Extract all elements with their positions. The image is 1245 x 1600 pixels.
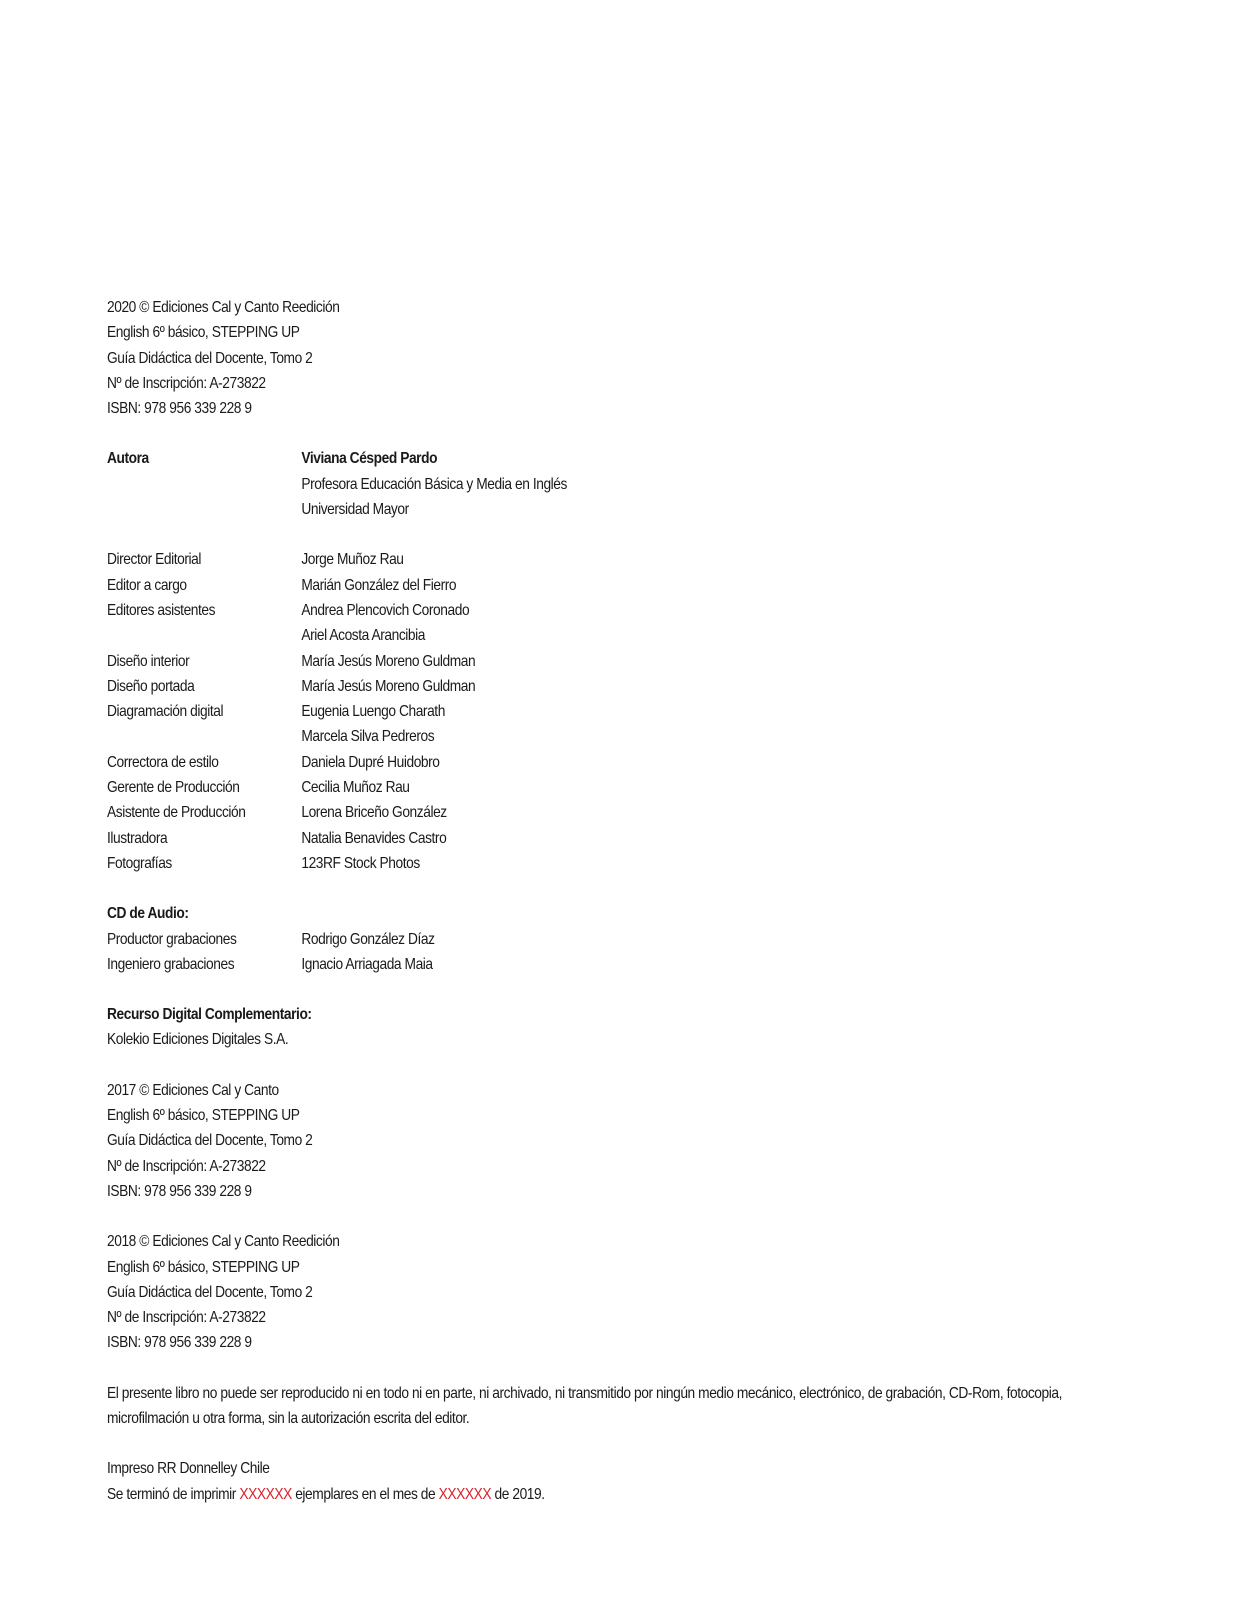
audio-section bbox=[107, 901, 1001, 977]
edition-2020-line: ISBN: 978 956 339 228 9 bbox=[107, 400, 252, 418]
credit-name: Ignacio Arriagada Maia bbox=[301, 955, 433, 973]
credit-row bbox=[107, 750, 1001, 775]
credit-role: Diseño portada bbox=[107, 677, 195, 695]
credits-list bbox=[107, 547, 1001, 876]
edition-2018-line: Guía Didáctica del Docente, Tomo 2 bbox=[107, 1283, 313, 1301]
credit-row bbox=[107, 547, 1001, 572]
credit-name: María Jesús Moreno Guldman bbox=[301, 652, 476, 670]
edition-2020-line: Nº de Inscripción: A-273822 bbox=[107, 374, 266, 392]
credit-role: Productor grabaciones bbox=[107, 930, 237, 948]
credit-row bbox=[107, 649, 1001, 674]
credit-row bbox=[107, 927, 1001, 952]
edition-2020-line: English 6º básico, STEPPING UP bbox=[107, 324, 300, 342]
edition-2018-line: ISBN: 978 956 339 228 9 bbox=[107, 1334, 252, 1352]
print-run-text: de 2019. bbox=[491, 1485, 545, 1503]
copyright-page bbox=[107, 295, 1063, 1507]
credit-role: Diseño interior bbox=[107, 652, 190, 670]
credit-name: María Jesús Moreno Guldman bbox=[301, 677, 476, 695]
credit-name: Natalia Benavides Castro bbox=[301, 829, 447, 847]
edition-2020-line: 2020 © Ediciones Cal y Canto Reedición bbox=[107, 299, 340, 316]
edition-2017-line: ISBN: 978 956 339 228 9 bbox=[107, 1182, 252, 1200]
credit-name: Rodrigo González Díaz bbox=[301, 930, 435, 948]
edition-2017-line: 2017 © Ediciones Cal y Canto bbox=[107, 1081, 279, 1099]
legal-notice: El presente libro no puede ser reproducido ni en todo ni en parte, ni archivado, ni transmitido por ningún medio mecánico, electrónico, de grabación, CD-Rom, fotocopia, microfilmación u otra forma, sin la autorización escrita del editor. bbox=[107, 1384, 1063, 1427]
credit-name: Daniela Dupré Huidobro bbox=[301, 753, 440, 771]
author-name: Viviana Césped Pardo bbox=[301, 450, 438, 468]
credit-name: Jorge Muñoz Rau bbox=[301, 551, 404, 569]
credit-row bbox=[107, 699, 1001, 750]
digital-provider: Kolekio Ediciones Digitales S.A. bbox=[107, 1031, 289, 1049]
credit-row bbox=[107, 800, 1001, 825]
credit-role: Correctora de estilo bbox=[107, 753, 219, 771]
credit-name: Ariel Acosta Arancibia bbox=[301, 627, 425, 645]
credit-row bbox=[107, 851, 1001, 876]
edition-2017-line: Guía Didáctica del Docente, Tomo 2 bbox=[107, 1132, 313, 1150]
edition-2018-line: Nº de Inscripción: A-273822 bbox=[107, 1309, 266, 1327]
credit-name: Marián González del Fierro bbox=[301, 576, 457, 594]
placeholder-month: XXXXXX bbox=[438, 1485, 492, 1503]
edition-2018-block bbox=[107, 1229, 1001, 1355]
placeholder-quantity: XXXXXX bbox=[239, 1485, 292, 1503]
credit-row bbox=[107, 775, 1001, 800]
printer-line: Impreso RR Donnelley Chile bbox=[107, 1460, 270, 1478]
credit-row bbox=[107, 573, 1001, 598]
printing-section bbox=[107, 1456, 1001, 1507]
digital-section bbox=[107, 1002, 1001, 1053]
credit-role: Ilustradora bbox=[107, 829, 168, 847]
credit-name: Marcela Silva Pedreros bbox=[301, 728, 435, 746]
author-role: Autora bbox=[107, 450, 149, 468]
credit-name: Eugenia Luengo Charath bbox=[301, 703, 445, 721]
author-row bbox=[107, 446, 1001, 522]
credit-row bbox=[107, 674, 1001, 699]
credit-row bbox=[107, 826, 1001, 851]
print-run-text: Se terminó de imprimir bbox=[107, 1485, 240, 1503]
credit-name: Andrea Plencovich Coronado bbox=[301, 601, 470, 619]
print-run-line bbox=[107, 1482, 1001, 1507]
credit-row bbox=[107, 952, 1001, 977]
credit-row bbox=[107, 598, 1001, 649]
credit-role: Editor a cargo bbox=[107, 576, 187, 594]
credit-role: Director Editorial bbox=[107, 551, 201, 569]
digital-heading: Recurso Digital Complementario: bbox=[107, 1006, 312, 1024]
edition-2017-line: Nº de Inscripción: A-273822 bbox=[107, 1157, 266, 1175]
credit-role: Ingeniero grabaciones bbox=[107, 955, 235, 973]
credit-name: 123RF Stock Photos bbox=[301, 854, 420, 872]
credit-role: Editores asistentes bbox=[107, 601, 216, 619]
edition-2020-block bbox=[107, 295, 1001, 421]
credit-role: Asistente de Producción bbox=[107, 804, 246, 822]
credit-role: Fotografías bbox=[107, 854, 172, 872]
author-detail: Profesora Educación Básica y Media en Inglés bbox=[301, 475, 567, 493]
edition-2020-line: Guía Didáctica del Docente, Tomo 2 bbox=[107, 349, 313, 367]
edition-2017-block bbox=[107, 1078, 1001, 1204]
edition-2018-line: English 6º básico, STEPPING UP bbox=[107, 1258, 300, 1276]
edition-2017-line: English 6º básico, STEPPING UP bbox=[107, 1107, 300, 1125]
credit-role: Diagramación digital bbox=[107, 703, 224, 721]
print-run-text: ejemplares en el mes de bbox=[291, 1485, 439, 1503]
audio-heading: CD de Audio: bbox=[107, 905, 189, 923]
edition-2018-line: 2018 © Ediciones Cal y Canto Reedición bbox=[107, 1233, 340, 1251]
credit-role: Gerente de Producción bbox=[107, 779, 240, 797]
credit-name: Cecilia Muñoz Rau bbox=[301, 779, 410, 797]
credit-name: Lorena Briceño González bbox=[301, 804, 447, 822]
author-detail: Universidad Mayor bbox=[301, 501, 409, 519]
